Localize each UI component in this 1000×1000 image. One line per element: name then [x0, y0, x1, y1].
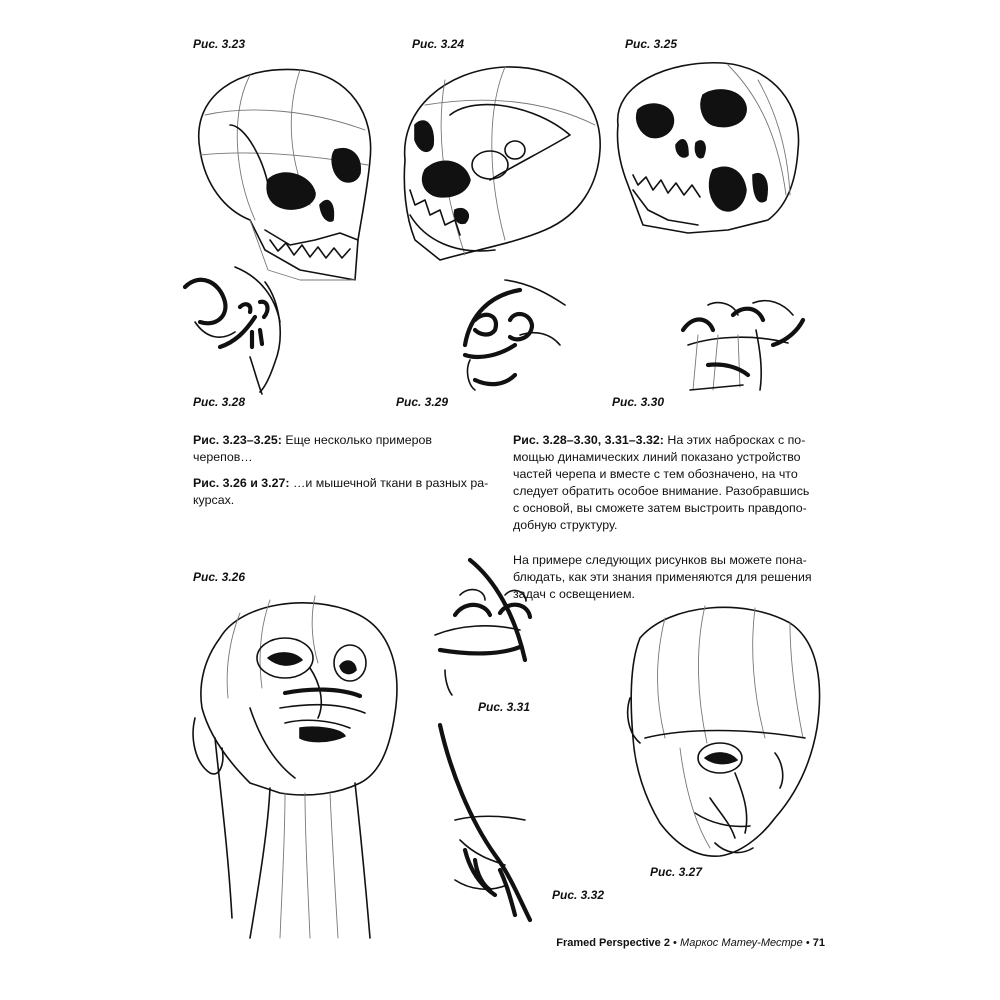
footer-separator: • [673, 937, 677, 949]
gesture-sketch-3-28 [180, 262, 290, 397]
caption-paragraph [513, 552, 816, 603]
skull-drawing-3-24 [395, 55, 605, 265]
gesture-sketch-3-30 [678, 295, 808, 400]
caption-left [193, 432, 493, 518]
footer-separator: • [805, 937, 810, 949]
footer-author: Маркос Матеу-Местре [679, 937, 803, 949]
caption-paragraph [513, 432, 816, 534]
gesture-sketch-3-32 [435, 720, 550, 925]
caption-text: На этих набросках с по-мощью динамических линий показано устройство частей черепа и вместе с тем обозначено, на что следует обратить особое внимание. Разобравшись с основой, вы сможете затем выстроить правдопо-добную структуру. [513, 433, 810, 532]
footer-book-title: Framed Perspective 2 [556, 937, 670, 949]
caption-ref: Рис. 3.23–3.25: [193, 433, 282, 447]
figure-label-3-23: Рис. 3.23 [193, 37, 246, 51]
caption-paragraph [193, 475, 493, 509]
muscle-head-drawing-3-26 [190, 588, 405, 943]
page-footer [556, 937, 825, 949]
figure-label-3-28: Рис. 3.28 [193, 395, 246, 409]
caption-ref: Рис. 3.26 и 3.27: [193, 476, 290, 490]
caption-text: На примере следующих рисунков вы можете пона-блюдать, как эти знания применяются для решения задач с освещением. [513, 553, 812, 601]
caption-text: Еще несколько примеров черепов… [193, 433, 433, 464]
figure-label-3-30: Рис. 3.30 [612, 395, 665, 409]
figure-label-3-32: Рис. 3.32 [552, 888, 605, 902]
caption-text: …и мышечной ткани в разных ра-курсах. [193, 476, 489, 507]
figure-label-3-25: Рис. 3.25 [625, 37, 678, 51]
muscle-head-drawing-3-27 [625, 598, 825, 863]
figure-label-3-31: Рис. 3.31 [478, 700, 531, 714]
gesture-sketch-3-29 [460, 275, 570, 395]
page-number: 71 [812, 937, 825, 949]
figure-label-3-26: Рис. 3.26 [193, 570, 246, 584]
figure-label-3-24: Рис. 3.24 [412, 37, 465, 51]
caption-paragraph [193, 432, 493, 466]
caption-right [513, 432, 816, 612]
caption-ref: Рис. 3.28–3.30, 3.31–3.32: [513, 433, 664, 447]
skull-drawing-3-23 [190, 55, 385, 290]
figure-label-3-29: Рис. 3.29 [396, 395, 449, 409]
skull-drawing-3-25 [608, 55, 803, 235]
figure-label-3-27: Рис. 3.27 [650, 865, 703, 879]
